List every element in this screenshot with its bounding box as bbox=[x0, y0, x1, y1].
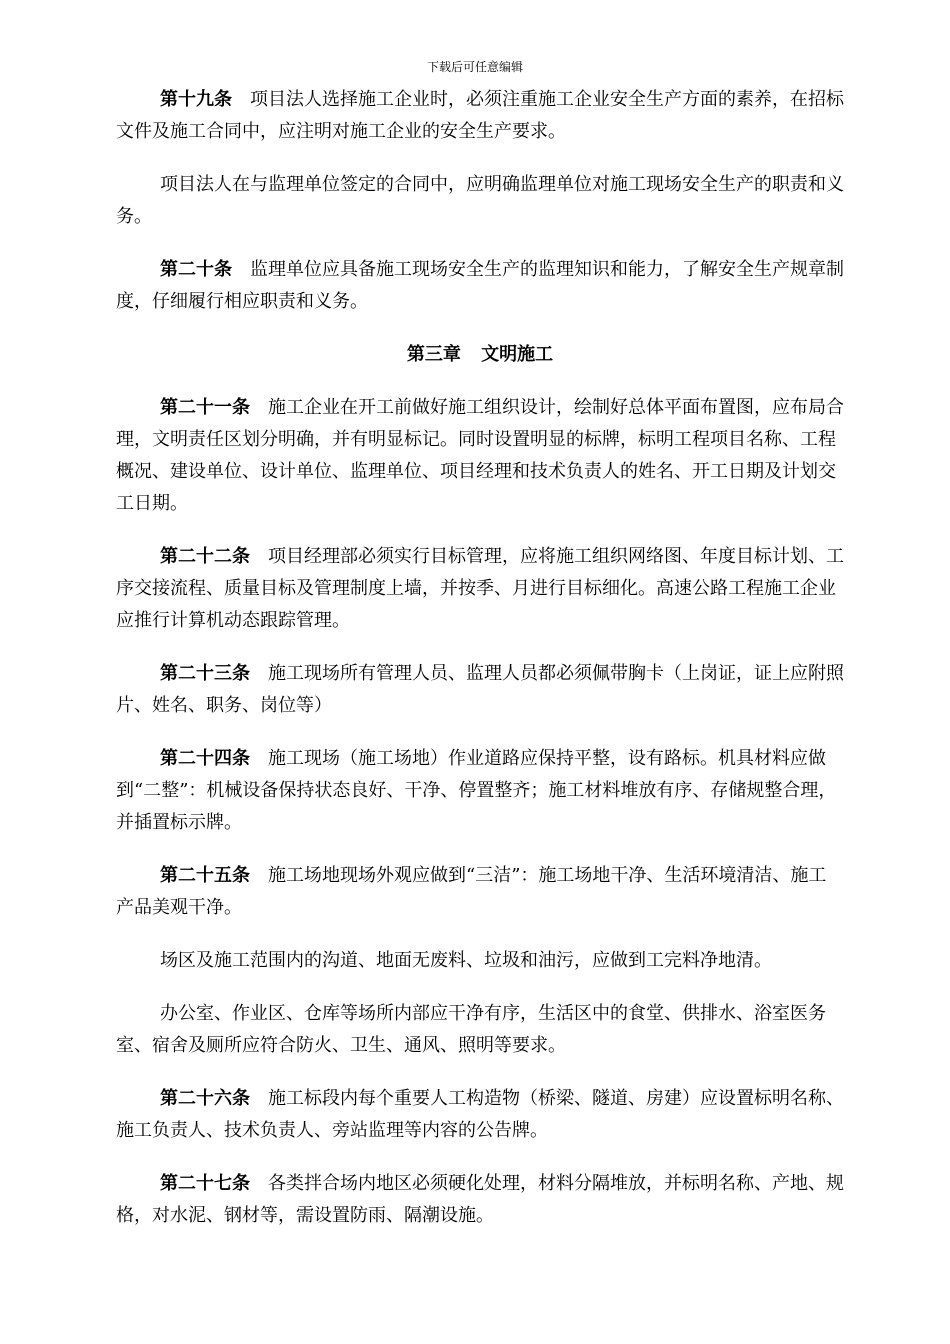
article-24 bbox=[116, 743, 844, 839]
document-body bbox=[116, 84, 844, 1253]
article-text: 施工现场所有管理人员、监理人员都必须佩带胸卡（上岗证，证上应附照片、姓名、职务、岗位等） bbox=[116, 663, 844, 716]
article-number: 第二十六条 bbox=[160, 1088, 250, 1109]
article-26 bbox=[116, 1083, 844, 1147]
paragraph-text: 项目法人在与监理单位签定的合同中，应明确监理单位对施工现场安全生产的职责和义务。 bbox=[116, 174, 844, 227]
article-number: 第二十四条 bbox=[160, 748, 250, 769]
article-number: 第二十一条 bbox=[160, 397, 250, 418]
article-text: 施工现场（施工场地）作业道路应保持平整，设有路标。机具材料应做到“二整”：机械设备保持状态良好、干净、停置整齐；施工材料堆放有序、存储规整合理，并插置标示牌。 bbox=[116, 748, 837, 833]
article-number: 第二十七条 bbox=[160, 1173, 250, 1194]
article-number: 第二十二条 bbox=[160, 546, 250, 567]
article-text: 施工场地现场外观应做到“三洁”：施工场地干净、生活环境清洁、施工产品美观干净。 bbox=[116, 865, 827, 918]
article-22 bbox=[116, 541, 844, 637]
article-25 bbox=[116, 860, 844, 924]
article-21 bbox=[116, 392, 844, 520]
article-number: 第二十五条 bbox=[160, 865, 250, 886]
article-text: 各类拌合场内地区必须硬化处理，材料分隔堆放，并标明名称、产地、规格，对水泥、钢材等，需设置防雨、隔潮设施。 bbox=[116, 1173, 844, 1226]
paragraph-text: 场区及施工范围内的沟道、地面无废料、垃圾和油污，应做到工完料净地清。 bbox=[160, 950, 772, 971]
article-text: 施工企业在开工前做好施工组织设计，绘制好总体平面布置图，应布局合理，文明责任区划分明确，并有明显标记。同时设置明显的标牌，标明工程项目名称、工程概况、建设单位、设计单位、监理单位、项目经理和技术负责人的姓名、开工日期及计划交工日期。 bbox=[116, 397, 844, 514]
page-header-note: 下载后可任意编辑 bbox=[426, 60, 523, 74]
article-23 bbox=[116, 658, 844, 722]
article-27 bbox=[116, 1168, 844, 1232]
article-text: 项目经理部必须实行目标管理，应将施工组织网络图、年度目标计划、工序交接流程、质量目标及管理制度上墙，并按季、月进行目标细化。高速公路工程施工企业应推行计算机动态跟踪管理。 bbox=[116, 546, 844, 631]
paragraph bbox=[116, 945, 844, 977]
article-number: 第十九条 bbox=[160, 89, 232, 110]
article-text: 监理单位应具备施工现场安全生产的监理知识和能力，了解安全生产规章制度，仔细履行相应职责和义务。 bbox=[116, 259, 844, 312]
article-number: 第二十三条 bbox=[160, 663, 250, 684]
article-number: 第二十条 bbox=[160, 259, 232, 280]
paragraph-text: 办公室、作业区、仓库等场所内部应干净有序，生活区中的食堂、供排水、浴室医务室、宿舍及厕所应符合防火、卫生、通风、照明等要求。 bbox=[116, 1003, 826, 1056]
paragraph bbox=[116, 998, 844, 1062]
article-19 bbox=[116, 84, 844, 148]
paragraph bbox=[116, 169, 844, 233]
chapter-title: 第三章 文明施工 bbox=[406, 344, 554, 365]
article-text: 项目法人选择施工企业时，必须注重施工企业安全生产方面的素养，在招标文件及施工合同中，应注明对施工企业的安全生产要求。 bbox=[116, 89, 844, 142]
article-20 bbox=[116, 254, 844, 318]
article-text: 施工标段内每个重要人工构造物（桥梁、隧道、房建）应设置标明名称、施工负责人、技术负责人、旁站监理等内容的公告牌。 bbox=[116, 1088, 844, 1141]
